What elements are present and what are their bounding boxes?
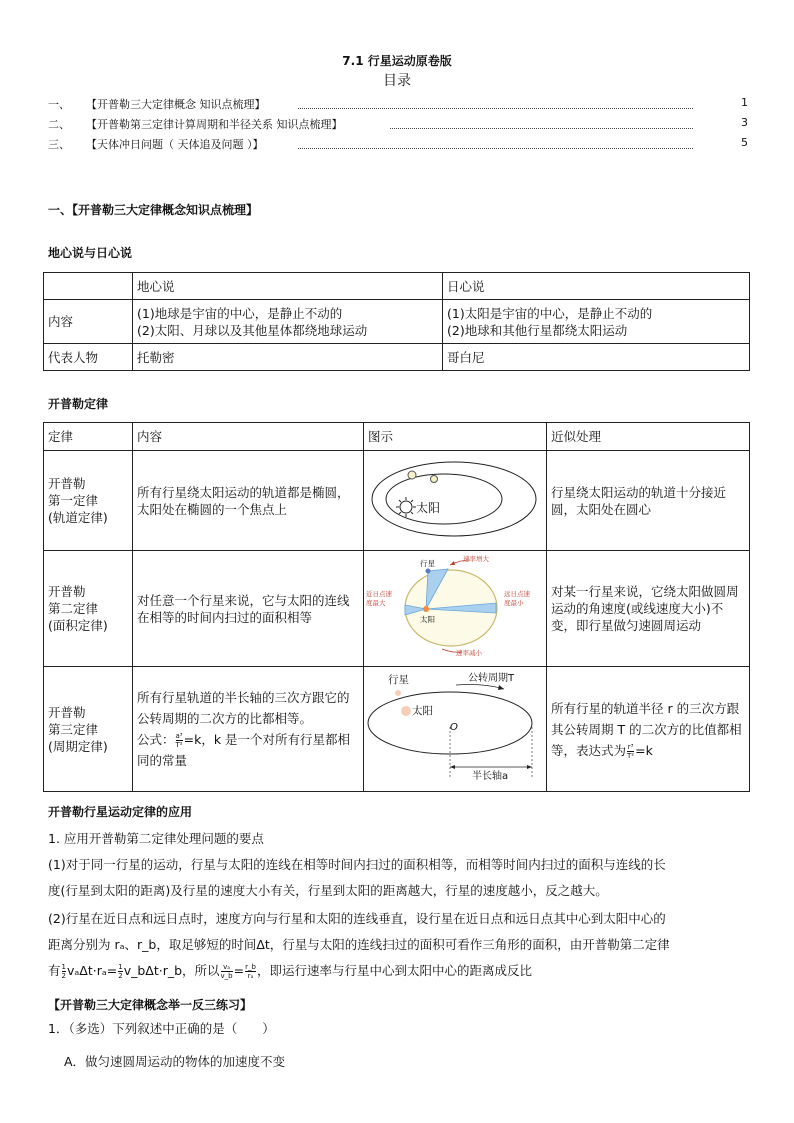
law-content: 对任意一个行星来说，它与太阳的连线在相等的时间内扫过的面积相等 [133, 551, 364, 667]
formula-prefix: 公式： [137, 732, 175, 747]
kepler-laws-title: 开普勒定律 [48, 397, 109, 411]
velocity-ratio-fraction: $\frac{\text{vₐ}}{v\_b}$ [220, 963, 233, 980]
sun-label: 太阳 [412, 705, 433, 717]
application-point-1: 1. 应用开普勒第二定律处理问题的要点 [48, 831, 264, 846]
toc-entry-text: 【天体冲日问题（ 天体追及问题 ）】 [86, 138, 264, 151]
law-figure-cell [364, 667, 547, 792]
toc-leader-dots [298, 94, 693, 109]
law-approximation: 所有行星的轨道半径 r 的三次方跟其公转周期 T 的二次方的比值都相等，表达式为 [551, 700, 742, 758]
law-formula [137, 729, 359, 771]
section-heading: 一、【开普勒三大定律概念知识点梳理】 [48, 203, 259, 217]
law-content-cell [133, 667, 364, 792]
planet-label: 行星 [388, 674, 409, 686]
toc-leader-dots [390, 114, 693, 129]
paragraph-line: 有 $\frac{1}{2}$ vₐΔt·rₐ= $\frac{1}{2}$ v_bΔt·r_b，所以 $\frac{\text{vₐ}}{v\_b}$ = $\frac{r\_b}{\text{rₐ}}$ ，即运行速率与行星中心到太阳中心的距离成反比 [48, 963, 532, 980]
table-header-cell: 近似处理 [547, 423, 750, 451]
helio-content-cell [443, 300, 750, 344]
paragraph-line: 度(行星到太阳的距离)及行星的速度大小有关，行星到太阳的距离越大，行星的速度越小，反之越大。 [48, 883, 608, 898]
table-header-cell: 定律 [44, 423, 133, 451]
toc-entry[interactable] [48, 116, 748, 132]
toc-entry-page: 1 [741, 96, 748, 109]
planet-icon [426, 569, 431, 574]
paragraph-line: (1)对于同一行星的运动，行星与太阳的连线在相等时间内扫过的面积相等，而相等时间内扫过的面积与连线的长 [48, 857, 666, 872]
table-header-cell: 地心说 [133, 273, 443, 300]
half-fraction: $\frac{1}{2}$ [61, 963, 66, 980]
table-header-cell: 日心说 [443, 273, 750, 300]
table-header-cell: 内容 [133, 423, 364, 451]
row-label: 内容 [44, 300, 133, 344]
helio-content-line: (1)太阳是宇宙的中心，是静止不动的 [447, 305, 653, 321]
speed-decrease-label: 速率减小 [456, 649, 482, 657]
origin-label: O [450, 722, 458, 733]
question-1-option-a[interactable]: A．做匀速圆周运动的物体的加速度不变 [64, 1054, 286, 1069]
aphelion-label: 远日点速度最小 [504, 590, 530, 607]
toc-entry[interactable] [48, 96, 748, 112]
table-header-cell [44, 273, 133, 300]
approx-suffix: =k [635, 742, 653, 758]
law-content: 所有行星轨道的半长轴的三次方跟它的公转周期的二次方的比都相等。 [137, 690, 350, 726]
toc-entry-text: 【开普勒第三定律计算周期和半径关系 知识点梳理】 [86, 118, 343, 131]
kepler-laws-table [43, 422, 750, 792]
helio-person: 哥白尼 [443, 344, 750, 371]
law-approximation: 对某一行星来说，它绕太阳做圆周运动的角速度(或线速度大小)不变，即行星做匀速圆周运动 [547, 551, 750, 667]
perihelion-label: 近日点速度最大 [366, 590, 392, 607]
law-name-cell [44, 451, 133, 551]
sun-icon [400, 501, 412, 513]
radius-ratio-fraction: $\frac{r\_b}{\text{rₐ}}$ [245, 963, 256, 980]
toc-entry[interactable] [48, 136, 748, 152]
paragraph-line: (2)行星在近日点和远日点时，速度方向与行星和太阳的连线垂直，设行星在近日点和远日点其中心到太阳中心的 [48, 911, 666, 926]
toc-entry-page: 5 [741, 136, 748, 149]
toc-leader-dots [298, 134, 693, 149]
application-title: 开普勒行星运动定律的应用 [48, 805, 193, 819]
question-1[interactable]: 1．（多选）下列叙述中正确的是（ ） [48, 1021, 275, 1036]
period-label: 公转周期T [468, 673, 515, 684]
paragraph-line: 距离分别为 rₐ、r_b，取足够短的时间Δt，行星与太阳的连线扫过的面积可看作三角形的面积，由开普勒第二定律 [48, 937, 670, 952]
law-name: 第三定律 [48, 721, 99, 737]
first-law-diagram [364, 451, 538, 546]
row-label: 代表人物 [44, 344, 133, 371]
geo-person: 托勒密 [133, 344, 443, 371]
application-paragraph-2 [48, 906, 748, 984]
law-alias: (周期定律) [48, 738, 108, 754]
sun-label: 太阳 [416, 501, 441, 515]
text-fragment: 有 [48, 963, 61, 978]
law-name: 第二定律 [48, 601, 99, 616]
geo-content-line: (2)太阳、月球以及其他星体都绕地球运动 [137, 322, 368, 338]
document-title: 7.1 行星运动原卷版 [342, 54, 452, 68]
formula-suffix: =k，k 是一个对所有行星都相同的常量 [137, 732, 351, 768]
text-fragment: v_bΔt·r_b，所以 [123, 963, 220, 978]
a3-over-t2-fraction: $\frac{\text{a³}}{\text{T²}}$ [175, 732, 183, 749]
inner-planet-icon [431, 476, 438, 483]
third-law-diagram [364, 667, 538, 787]
semi-major-axis-label: 半长轴a [472, 771, 509, 782]
geo-content-line: (1)地球是宇宙的中心，是静止不动的 [137, 305, 343, 321]
toc-entry-number: 二、 [48, 118, 70, 131]
sun-icon [401, 706, 411, 716]
law-name-cell [44, 667, 133, 792]
law-name-cell [44, 551, 133, 667]
geo-helio-title: 地心说与日心说 [48, 246, 133, 260]
toc-title: 目录 [383, 73, 411, 89]
law-name: 开普勒 [48, 584, 86, 599]
half-fraction: $\frac{1}{2}$ [118, 963, 123, 980]
r3-over-t2-fraction: $\frac{\text{r³}}{\text{T²}}$ [627, 742, 635, 760]
geo-content-cell [133, 300, 443, 344]
text-fragment: ，即运行速率与行星中心到太阳中心的距离成反比 [256, 963, 532, 978]
toc-entry-number: 三、 [48, 138, 70, 151]
law-content: 所有行星绕太阳运动的轨道都是椭圆，太阳处在椭圆的一个焦点上 [133, 451, 364, 551]
practice-title: 【开普勒三大定律概念举一反三练习】 [48, 998, 253, 1012]
outer-planet-icon [408, 471, 416, 479]
second-law-diagram [364, 551, 538, 662]
sun-label: 太阳 [420, 615, 435, 624]
geo-helio-table [43, 272, 750, 371]
planet-label: 行星 [420, 559, 435, 568]
table-header-cell: 图示 [364, 423, 547, 451]
application-paragraph-1 [48, 852, 748, 904]
text-fragment: vₐΔt·rₐ= [66, 963, 118, 978]
law-figure-cell [364, 451, 547, 551]
planet-icon [395, 690, 401, 696]
law-alias: (面积定律) [48, 618, 108, 633]
speed-increase-label: 速率增大 [463, 555, 489, 563]
toc-entry-text: 【开普勒三大定律概念 知识点梳理】 [86, 98, 266, 111]
toc-entry-number: 一、 [48, 98, 70, 111]
law-approximation-cell [547, 667, 750, 792]
law-figure-cell [364, 551, 547, 667]
law-name: 第一定律 [48, 493, 99, 508]
law-approximation: 行星绕太阳运动的轨道十分接近圆，太阳处在圆心 [547, 451, 750, 551]
helio-content-line: (2)地球和其他行星都绕太阳运动 [447, 322, 628, 338]
law-name: 开普勒 [48, 476, 86, 491]
toc-entry-page: 3 [741, 116, 748, 129]
sun-icon [423, 606, 429, 612]
law-name: 开普勒 [48, 704, 86, 720]
law-alias: (轨道定律) [48, 510, 108, 525]
